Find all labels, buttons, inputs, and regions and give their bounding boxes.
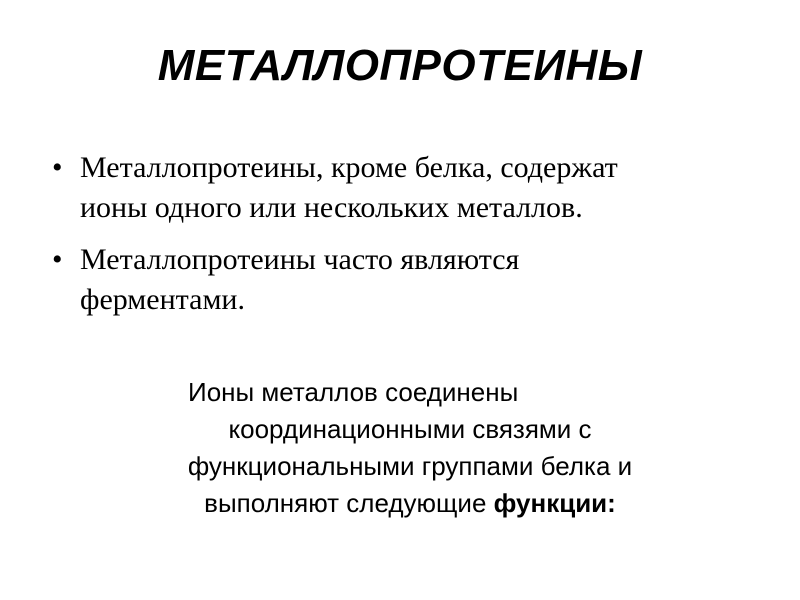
note-line-4-text: выполняют следующие xyxy=(204,488,494,518)
bullet-dot-icon: • xyxy=(52,151,63,184)
note-line-3: функциональными группами белка и xyxy=(187,451,633,481)
bullet-item-2-line-1: Металлопротеины часто являются xyxy=(80,243,520,276)
bullet-item-1 xyxy=(52,148,742,228)
note-emphasis-functions: функции: xyxy=(493,488,616,518)
slide-title: МЕТАЛЛОПРОТЕИНЫ xyxy=(157,41,643,90)
bullet-dot-icon: • xyxy=(52,243,63,276)
note-line-2: координационными связями с xyxy=(228,414,592,444)
bullet-item-1-line-2: ионы одного или нескольких металлов. xyxy=(80,191,583,224)
note-line-4 xyxy=(130,485,690,522)
bullet-item-2 xyxy=(52,240,742,320)
bullet-item-1-line-1: Металлопротеины, кроме белка, содержат xyxy=(80,151,618,184)
note-paragraph xyxy=(130,374,690,522)
note-line-1: Ионы металлов соединены xyxy=(188,377,519,407)
bullet-item-2-line-2: ферментами. xyxy=(80,283,245,316)
bullet-list xyxy=(52,148,742,332)
